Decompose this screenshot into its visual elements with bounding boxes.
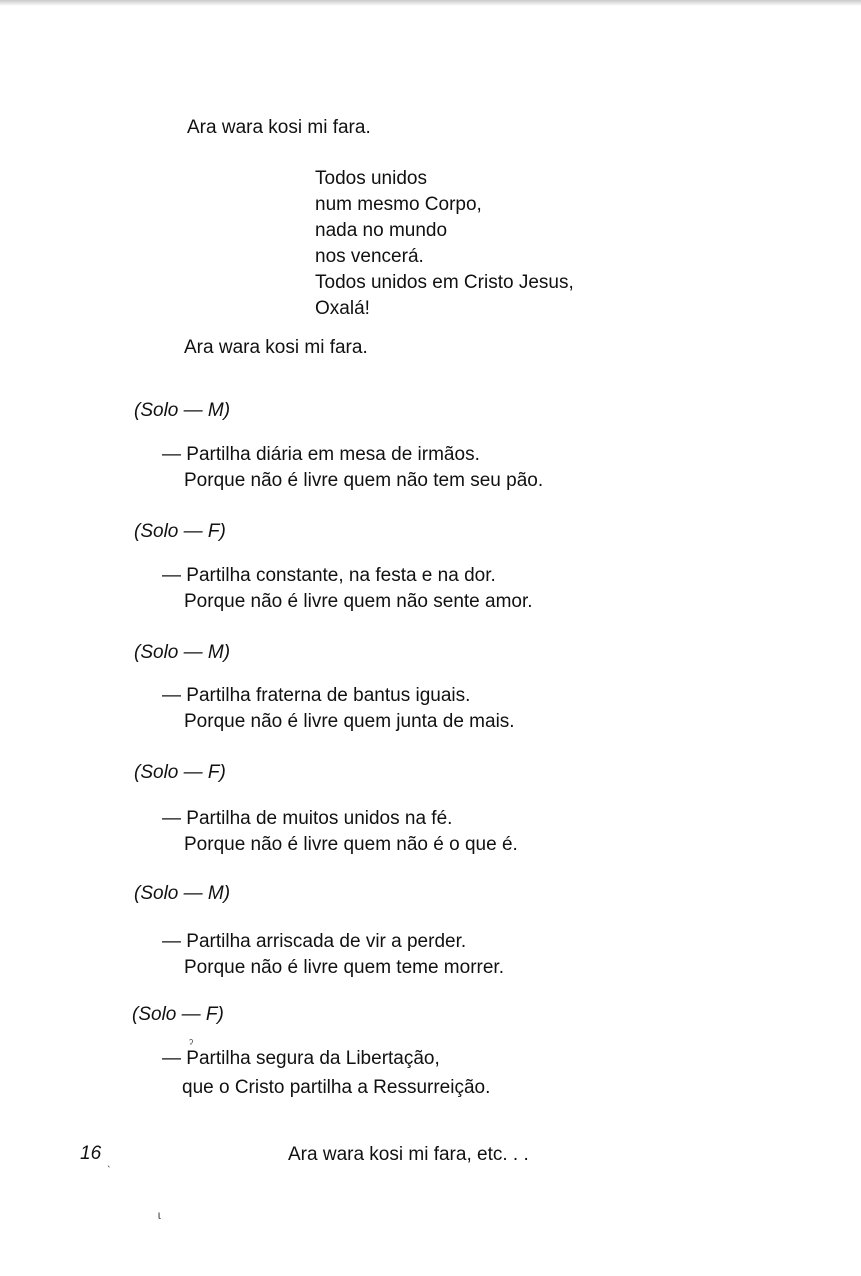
- solo-label: (Solo — M): [134, 400, 231, 421]
- verse-line-2: Porque não é livre quem não sente amor.: [184, 591, 533, 612]
- solo-label: (Solo — F): [132, 1004, 224, 1025]
- page-top-edge: [0, 0, 861, 6]
- verse-line-2: Porque não é livre quem não tem seu pão.: [184, 470, 544, 491]
- refrain-etc: Ara wara kosi mi fara, etc. . .: [288, 1144, 529, 1165]
- refrain-after-chorus: Ara wara kosi mi fara.: [184, 337, 368, 358]
- chorus-line-1: Todos unidos: [315, 168, 427, 189]
- scan-speck: ɩ: [158, 1208, 161, 1222]
- verse-line-1: — Partilha constante, na festa e na dor.: [162, 565, 496, 586]
- verse-line-1: — Partilha de muitos unidos na fé.: [162, 808, 453, 829]
- chorus-line-3: nada no mundo: [315, 220, 448, 241]
- solo-label: (Solo — M): [134, 642, 231, 663]
- verse-line-2: Porque não é livre quem junta de mais.: [184, 711, 515, 732]
- refrain-opening: Ara wara kosi mi fara.: [187, 117, 371, 138]
- solo-label: (Solo — F): [134, 521, 226, 542]
- chorus-line-4: nos vencerá.: [315, 246, 424, 267]
- verse-line-1: — Partilha diária em mesa de irmãos.: [162, 444, 480, 465]
- scan-speck: ˀ: [189, 1037, 194, 1051]
- verse-line-2: que o Cristo partilha a Ressurreição.: [182, 1077, 491, 1098]
- chorus-line-6: Oxalá!: [315, 298, 370, 319]
- verse-line-2: Porque não é livre quem teme morrer.: [184, 957, 504, 978]
- chorus-line-5: Todos unidos em Cristo Jesus,: [315, 272, 574, 293]
- solo-label: (Solo — M): [134, 883, 231, 904]
- page-number: 16: [80, 1143, 102, 1164]
- solo-label: (Solo — F): [134, 762, 226, 783]
- verse-line-1: — Partilha segura da Libertação,: [162, 1048, 440, 1069]
- verse-line-1: — Partilha arriscada de vir a perder.: [162, 931, 467, 952]
- chorus-line-2: num mesmo Corpo,: [315, 194, 482, 215]
- scan-speck: ˎ: [107, 1154, 111, 1168]
- verse-line-2: Porque não é livre quem não é o que é.: [184, 834, 518, 855]
- verse-line-1: — Partilha fraterna de bantus iguais.: [162, 685, 471, 706]
